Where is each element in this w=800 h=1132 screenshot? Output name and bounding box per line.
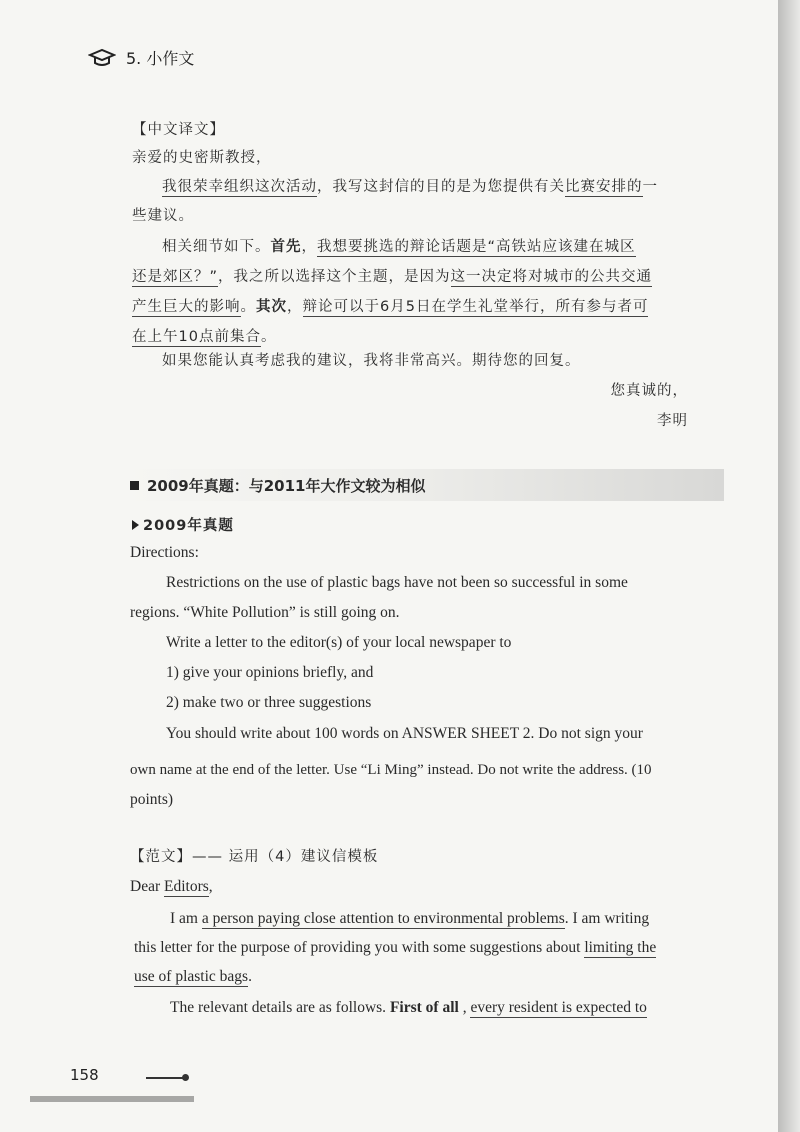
translation-para2-line2: 还是郊区？”，我之所以选择这个主题，是因为这一决定将对城市的公共交通 — [132, 269, 653, 285]
exam-item1: 1) give your opinions briefly, and — [166, 664, 374, 681]
exam-year-label: 2009年真题 — [132, 515, 234, 537]
footer-rule — [146, 1077, 184, 1079]
exam-req2: own name at the end of the letter. Use “Li Ming” instead. Do not write the address. (10 — [130, 762, 652, 778]
translation-para1-line2: 些建议。 — [132, 208, 194, 224]
sample-line2: this letter for the purpose of providing you with some suggestions about limiting the — [134, 939, 657, 956]
chapter-title: 5. 小作文 — [126, 49, 195, 68]
square-bullet-icon — [130, 481, 139, 490]
translation-para2-line4: 在上午10点前集合。 — [132, 329, 277, 345]
exam-line1: Restrictions on the use of plastic bags have not been so successful in some — [166, 574, 628, 591]
triangle-bullet-icon — [132, 520, 139, 530]
translation-para3: 如果您能认真考虑我的建议，我将非常高兴。期待您的回复。 — [162, 353, 581, 369]
sample-greeting: Dear Editors, — [130, 878, 213, 895]
translation-closing: 您真诚的， — [610, 383, 688, 399]
chapter-header — [88, 46, 194, 69]
exam-line3: Write a letter to the editor(s) of your local newspaper to — [166, 634, 512, 651]
exam-item2: 2) make two or three suggestions — [166, 694, 372, 711]
sample-label: 【范文】—— 运用（4）建议信模板 — [130, 849, 379, 865]
exam-req1: You should write about 100 words on ANSWER SHEET 2. Do not sign your — [166, 725, 643, 742]
exam-line2: regions. “White Pollution” is still going on. — [130, 604, 400, 621]
page-number: 158 — [70, 1066, 99, 1084]
translation-label: 【中文译文】 — [132, 122, 225, 138]
translation-para2-line1: 相关细节如下。首先，我想要挑选的辩论话题是“高铁站应该建在城区 — [162, 239, 636, 255]
exam-req3: points) — [130, 791, 174, 808]
translation-salutation: 亲爱的史密斯教授， — [132, 150, 272, 166]
sample-line1: I am a person paying close attention to environmental problems. I am writing — [170, 910, 650, 927]
section-header — [124, 469, 724, 501]
page-edge-shadow — [778, 0, 800, 1132]
footer-bar — [30, 1096, 194, 1102]
translation-signature: 李明 — [657, 413, 688, 429]
footer-dot — [182, 1074, 189, 1081]
graduation-cap-icon — [88, 48, 116, 68]
translation-para2-line3: 产生巨大的影响。其次，辩论可以于6月5日在学生礼堂举行，所有参与者可 — [132, 299, 649, 315]
sample-line3: use of plastic bags. — [134, 968, 252, 985]
translation-para1-line1: 我很荣幸组织这次活动，我写这封信的目的是为您提供有关比赛安排的一 — [162, 179, 658, 195]
sample-line4: The relevant details are as follows. First of all , every resident is expected to — [170, 999, 647, 1016]
exam-directions-label: Directions: — [130, 544, 199, 561]
section-title: 2009年真题：与2011年大作文较为相似 — [147, 476, 426, 495]
